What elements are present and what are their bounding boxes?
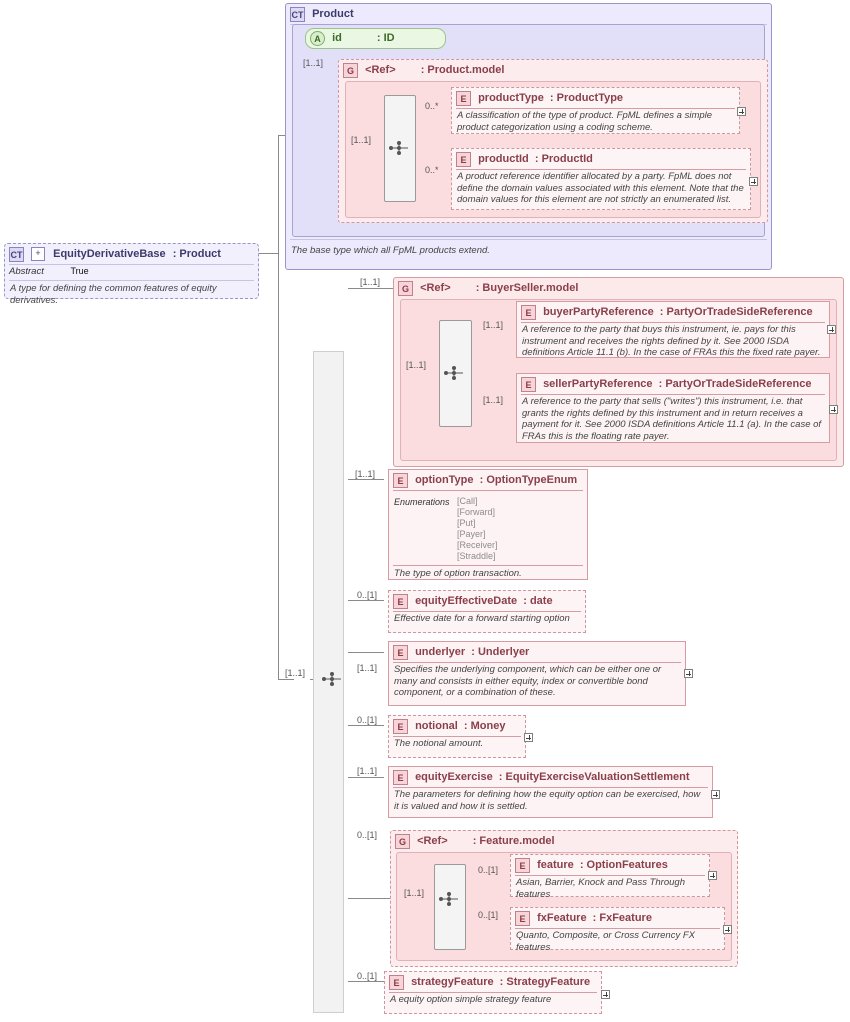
cardinality-sellerPartyReference: [1..1]	[483, 395, 504, 405]
cardinality-id: [1..1]	[303, 58, 324, 68]
element-equityEffectiveDate[interactable]	[388, 590, 586, 633]
expand-equityExercise-icon[interactable]	[711, 790, 720, 799]
element-sellerPartyReference-header	[517, 374, 829, 394]
element-sellerPartyReference-name: sellerPartyReference	[543, 378, 653, 391]
element-fxFeature-header	[511, 908, 724, 928]
element-icon: E	[456, 152, 471, 167]
element-icon: E	[515, 858, 530, 873]
element-buyerPartyReference[interactable]	[516, 301, 830, 358]
product-header	[286, 4, 771, 24]
element-notional-type: : Money	[463, 720, 506, 733]
element-icon: E	[393, 594, 408, 609]
group-buyer-seller-ref: <Ref>	[420, 282, 451, 295]
group-feature-model-ref: <Ref>	[417, 835, 448, 848]
cardinality-fxFeature: 0..[1]	[478, 910, 499, 920]
expand-icon[interactable]: +	[31, 247, 45, 261]
element-feature-type: : OptionFeatures	[579, 859, 668, 872]
abstract-row	[5, 266, 89, 277]
group-buyer-seller-header	[394, 278, 843, 298]
element-icon: E	[389, 975, 404, 990]
connector-line	[258, 253, 278, 254]
group-icon: G	[398, 281, 413, 296]
element-optionType-name: optionType	[415, 474, 474, 487]
element-buyerPartyReference-name: buyerPartyReference	[543, 306, 654, 319]
element-productId-type: : ProductId	[534, 153, 593, 166]
group-product-model-ref: <Ref>	[365, 64, 396, 77]
element-underlyer[interactable]	[388, 641, 686, 706]
cardinality-feature-model-outer: 0..[1]	[357, 830, 378, 840]
equity-derivative-base-header	[5, 244, 258, 264]
element-notional-description: The notional amount.	[394, 738, 484, 749]
element-buyerPartyReference-header	[517, 302, 829, 322]
cardinality-equityEffectiveDate: 0..[1]	[357, 590, 378, 600]
element-sellerPartyReference-type: : PartyOrTradeSideReference	[658, 378, 812, 391]
connector-line	[278, 135, 279, 680]
cardinality-notional: 0..[1]	[357, 715, 378, 725]
element-optionType[interactable]	[388, 469, 588, 580]
expand-productType-icon[interactable]	[737, 107, 746, 116]
expand-feature-icon[interactable]	[708, 871, 717, 880]
element-productType-description: A classification of the type of product. FpML defines a simple product categorization using a coding scheme.	[457, 110, 713, 133]
group-feature-model-header	[391, 831, 737, 851]
element-equityExercise-name: equityExercise	[415, 771, 493, 784]
expand-notional-icon[interactable]	[524, 733, 533, 742]
equity-derivative-base-type: : Product	[172, 248, 221, 261]
attribute-icon: A	[310, 31, 325, 46]
element-notional[interactable]	[388, 715, 526, 758]
expand-sellerPartyReference-icon[interactable]	[829, 405, 838, 414]
element-strategyFeature-header	[385, 972, 601, 992]
expand-buyerPartyReference-icon[interactable]	[827, 325, 836, 334]
cardinality-optionType: [1..1]	[355, 469, 376, 479]
expand-underlyer-icon[interactable]	[684, 669, 693, 678]
equity-derivative-base-description: A type for defining the common features of equity derivatives.	[10, 283, 217, 306]
expand-fxFeature-icon[interactable]	[723, 925, 732, 934]
attribute-id-name: id	[332, 32, 342, 44]
expand-strategyFeature-icon[interactable]	[601, 990, 610, 999]
connector-line	[278, 679, 294, 680]
element-productType-header	[452, 88, 739, 108]
element-equityExercise-header	[389, 767, 712, 787]
abstract-label: Abstract	[9, 266, 44, 277]
element-icon: E	[521, 377, 536, 392]
group-feature-model-name: : Feature.model	[472, 835, 555, 848]
complex-type-icon: CT	[9, 247, 24, 262]
connector-line	[348, 777, 384, 778]
group-icon: G	[343, 63, 358, 78]
cardinality-feature: 0..[1]	[478, 865, 499, 875]
product-description: The base type which all FpML products extend.	[291, 244, 490, 256]
cardinality-productType: 0..*	[425, 101, 439, 111]
connector-line	[348, 981, 384, 982]
element-buyerPartyReference-type: : PartyOrTradeSideReference	[659, 306, 813, 319]
element-icon: E	[515, 911, 530, 926]
connector-line	[348, 652, 384, 653]
cardinality-main: [1..1]	[285, 668, 306, 678]
sequence-connector[interactable]	[434, 864, 466, 950]
element-fxFeature-type: : FxFeature	[592, 912, 652, 925]
cardinality-feature-model-inner: [1..1]	[404, 888, 425, 898]
element-icon: E	[456, 91, 471, 106]
element-feature-header	[511, 855, 709, 875]
product-name: Product	[312, 8, 354, 21]
sequence-icon	[388, 141, 410, 155]
enum-value: [Payer]	[457, 529, 486, 539]
element-optionType-type: : OptionTypeEnum	[479, 474, 578, 487]
element-productId-description: A product reference identifier allocated by a party. FpML does not define the domain values associated with this element. Note that the domain values for this element are not strictly an enumerated list.	[457, 171, 744, 205]
enum-value: [Put]	[457, 518, 476, 528]
element-equityEffectiveDate-type: : date	[523, 595, 553, 608]
connector-line	[348, 479, 384, 480]
cardinality-productId: 0..*	[425, 165, 439, 175]
element-icon: E	[393, 645, 408, 660]
sequence-icon	[438, 892, 460, 906]
element-strategyFeature-type: : StrategyFeature	[499, 976, 591, 989]
element-productType-type: : ProductType	[549, 92, 624, 105]
element-productType[interactable]	[451, 87, 740, 134]
sequence-icon	[443, 366, 465, 380]
abstract-value: True	[70, 266, 89, 276]
optionType-enumerations-label: Enumerations	[394, 497, 450, 507]
element-equityEffectiveDate-name: equityEffectiveDate	[415, 595, 518, 608]
equity-derivative-base-type-box[interactable]	[4, 243, 259, 306]
element-strategyFeature-description: A equity option simple strategy feature	[390, 994, 552, 1005]
cardinality-buyerPartyReference: [1..1]	[483, 320, 504, 330]
element-sellerPartyReference-description: A reference to the party that sells ("writes") this instrument, i.e. that grants the rights defined by this instrument and in return receives a payment for it. See 2000 ISDA definitions Article 11.1 (a). In the case of FRAs this is the floating rate payer.	[522, 396, 822, 442]
group-buyer-seller-name: : BuyerSeller.model	[475, 282, 579, 295]
connector-line	[348, 725, 384, 726]
element-equityExercise[interactable]	[388, 766, 713, 818]
attribute-id-type: : ID	[376, 32, 395, 44]
element-optionType-header	[389, 470, 587, 490]
cardinality-buyer-seller-inner: [1..1]	[406, 360, 427, 370]
element-sellerPartyReference[interactable]	[516, 373, 830, 443]
attribute-id[interactable]	[305, 28, 446, 49]
element-icon: E	[393, 719, 408, 734]
element-icon: E	[521, 305, 536, 320]
element-underlyer-description: Specifies the underlying component, which can be either one or many and consists in either equity, index or convertible bond component, or a combination of these.	[394, 664, 662, 698]
equity-derivative-base-name: EquityDerivativeBase	[53, 248, 166, 261]
complex-type-icon: CT	[290, 7, 305, 22]
element-strategyFeature[interactable]	[384, 971, 602, 1014]
group-product-model-header	[339, 60, 767, 80]
element-feature-name: feature	[537, 859, 574, 872]
element-feature[interactable]	[510, 854, 710, 900]
element-notional-header	[389, 716, 525, 736]
element-feature-description: Asian, Barrier, Knock and Pass Through features	[516, 877, 685, 900]
expand-productId-icon[interactable]	[749, 177, 758, 186]
main-sequence-icon	[321, 672, 343, 686]
element-underlyer-name: underlyer	[415, 646, 466, 659]
element-optionType-description: The type of option transaction.	[394, 568, 522, 579]
element-fxFeature-description: Quanto, Composite, or Cross Currency FX features	[516, 930, 695, 953]
element-strategyFeature-name: strategyFeature	[411, 976, 494, 989]
element-icon: E	[393, 473, 408, 488]
element-buyerPartyReference-description: A reference to the party that buys this instrument, ie. pays for this instrument and receives the rights defined by it. See 2000 ISDA definitions Article 11.1 (b). In the case of FRAs this the fixed rate payer.	[522, 324, 821, 358]
element-fxFeature-name: fxFeature	[537, 912, 587, 925]
element-underlyer-type: : Underlyer	[471, 646, 530, 659]
group-icon: G	[395, 834, 410, 849]
connector-line	[348, 898, 390, 899]
cardinality-product-model: [1..1]	[351, 135, 372, 145]
connector-line	[348, 600, 384, 601]
element-notional-name: notional	[415, 720, 458, 733]
element-underlyer-header	[389, 642, 685, 662]
group-product-model-name: : Product.model	[420, 64, 505, 77]
connector-line	[348, 288, 393, 289]
element-equityExercise-type: : EquityExerciseValuationSettlement	[498, 771, 690, 784]
element-fxFeature[interactable]	[510, 907, 725, 953]
cardinality-underlyer: [1..1]	[357, 663, 378, 673]
cardinality-buyer-seller-outer: [1..1]	[360, 277, 381, 287]
element-productType-name: productType	[478, 92, 544, 105]
element-equityExercise-description: The parameters for defining how the equity option can be exercised, how it is valued and how it is settled.	[394, 789, 701, 812]
enum-value: [Straddle]	[457, 551, 496, 561]
element-equityEffectiveDate-header	[389, 591, 585, 611]
element-productId[interactable]	[451, 148, 751, 210]
cardinality-equityExercise: [1..1]	[357, 766, 378, 776]
enum-value: [Receiver]	[457, 540, 498, 550]
element-productId-header	[452, 149, 750, 169]
cardinality-strategyFeature: 0..[1]	[357, 971, 378, 981]
enum-value: [Forward]	[457, 507, 496, 517]
enum-value: [Call]	[457, 496, 478, 506]
element-productId-name: productId	[478, 153, 529, 166]
element-equityEffectiveDate-description: Effective date for a forward starting option	[394, 613, 570, 624]
element-icon: E	[393, 770, 408, 785]
